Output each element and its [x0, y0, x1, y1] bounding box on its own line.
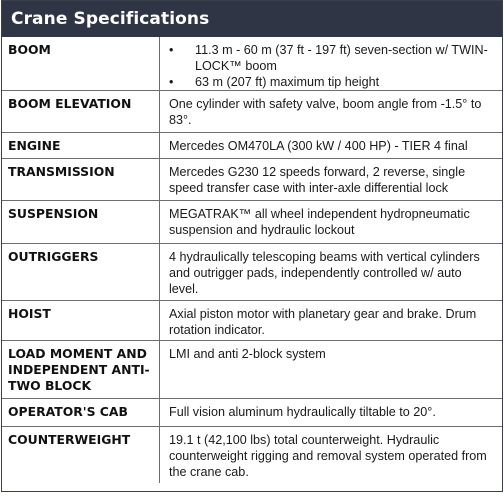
row-label: ENGINE	[2, 133, 160, 159]
row-label: LOAD MOMENT AND INDEPENDENT ANTI-TWO BLOCK	[2, 341, 160, 399]
row-value: One cylinder with safety valve, boom angle from -1.5° to 83°.	[160, 91, 503, 133]
bullet-item: • 11.3 m - 60 m (37 ft - 197 ft) seven-section w/ TWIN-LOCK™ boom	[169, 42, 494, 74]
table-row	[2, 399, 502, 427]
row-value	[160, 37, 503, 91]
row-value: Full vision aluminum hydraulically tiltable to 20°.	[160, 399, 503, 427]
row-label: COUNTERWEIGHT	[2, 427, 160, 483]
row-value: MEGATRAK™ all wheel independent hydropneumatic suspension and hydraulic lockout	[160, 201, 503, 244]
row-label: SUSPENSION	[2, 201, 160, 244]
spec-table	[2, 37, 502, 483]
table-row	[2, 159, 502, 201]
row-label: HOIST	[2, 301, 160, 341]
table-row	[2, 201, 502, 244]
row-value: Mercedes OM470LA (300 kW / 400 HP) - TIER 4 final	[160, 133, 503, 159]
spec-sheet	[1, 0, 503, 492]
table-row	[2, 244, 502, 301]
bullet-list	[169, 42, 494, 90]
table-row	[2, 427, 502, 483]
page-title: Crane Specifications	[2, 1, 502, 37]
row-value: 4 hydraulically telescoping beams with vertical cylinders and outrigger pads, independently controlled w/ auto level.	[160, 244, 503, 301]
table-row	[2, 133, 502, 159]
row-label: BOOM ELEVATION	[2, 91, 160, 133]
row-value: 19.1 t (42,100 lbs) total counterweight. Hydraulic counterweight rigging and removal system operated from the crane cab.	[169, 433, 487, 479]
table-row	[2, 37, 502, 91]
row-label: BOOM	[2, 37, 160, 91]
row-label: TRANSMISSION	[2, 159, 160, 201]
bullet-item: • 63 m (207 ft) maximum tip height	[169, 74, 494, 90]
row-value: Axial piston motor with planetary gear and brake. Drum rotation indicator.	[160, 301, 503, 341]
table-row	[2, 341, 502, 399]
table-row	[2, 91, 502, 133]
row-label: OPERATOR'S CAB	[2, 399, 160, 427]
table-row	[2, 301, 502, 341]
row-value: Mercedes G230 12 speeds forward, 2 reverse, single speed transfer case with inter-axle differential lock	[160, 159, 503, 201]
row-label: OUTRIGGERS	[2, 244, 160, 301]
row-value: LMI and anti 2-block system	[160, 341, 503, 399]
